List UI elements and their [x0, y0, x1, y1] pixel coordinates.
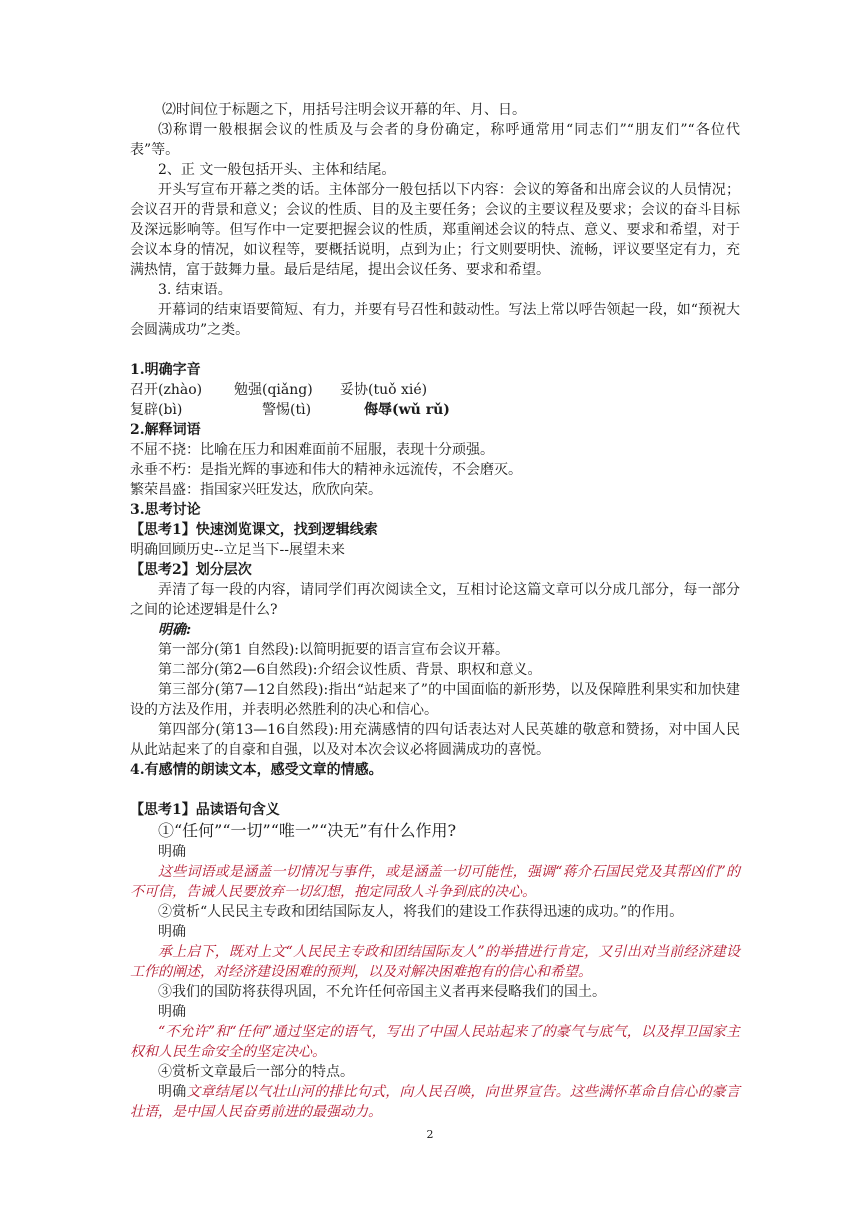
section-pronunciation-heading: 1.明确字音 — [130, 362, 201, 378]
analysis-answer-4-text: 文章结尾以气壮山河的排比句式，向人民召唤，向世界宣告。这些满怀革命自信心的豪言壮语，是中国人民奋勇前进的最强动力。 — [130, 1084, 741, 1120]
vocabulary-item: 不屈不挠：比喻在压力和困难面前不屈服，表现十分顽强。 — [130, 442, 494, 458]
structure-part-3: 第三部分(第7—12自然段):指出“站起来了”的中国面临的新形势，以及保障胜利果实和加快建设的方法及作用，并表明必然胜利的决心和信心。 — [130, 682, 740, 718]
section-discussion-heading: 3.思考讨论 — [130, 502, 201, 518]
clarify-label: 明确 — [158, 844, 186, 860]
analysis-question-4: ④赏析文章最后一部分的特点。 — [158, 1064, 354, 1080]
intro-salutation-paragraph: ⑶称谓一般根据会议的性质及与会者的身份确定，称呼通常用“同志们”“朋友们”“各位代表”等。 — [130, 122, 740, 158]
discussion-question-1: 【思考1】快速浏览课文，找到逻辑线索 — [130, 522, 378, 538]
pinyin-row-2 — [130, 400, 740, 420]
analysis-answer-1: 这些词语或是涵盖一切情况与事件，或是涵盖一切可能性，强调“蒋介石国民党及其帮凶们”的不可信，告诫人民要放弃一切幻想，抱定同敌人斗争到底的决心。 — [130, 864, 740, 900]
structure-part-2: 第二部分(第2—6自然段):介绍会议性质、背景、职权和意义。 — [158, 662, 542, 678]
page-content — [130, 100, 740, 1122]
page-number: 2 — [426, 1128, 434, 1141]
vocabulary-item: 永垂不朽：是指光辉的事迹和伟大的精神永远流传，不会磨灭。 — [130, 462, 522, 478]
pinyin-row-1 — [130, 380, 740, 400]
analysis-question-2: ②赏析“人民民主专政和团结国际友人，将我们的建设工作获得迅速的成功。”的作用。 — [158, 904, 684, 920]
intro-ending-heading: 3. 结束语。 — [158, 282, 232, 298]
intro-body-heading: 2、正 文一般包括开头、主体和结尾。 — [158, 162, 396, 178]
discussion-question-2: 【思考2】划分层次 — [130, 562, 252, 578]
pinyin-item: 召开(zhào) — [130, 382, 203, 398]
discussion-answer-1: 明确回顾历史--立足当下--展望未来 — [130, 542, 345, 558]
pinyin-item: 侮辱(wǔ rǔ) — [364, 402, 450, 418]
clarify-label: 明确 — [158, 1004, 186, 1020]
intro-time-paragraph: ⑵时间位于标题之下，用括号注明会议开幕的年、月、日。 — [162, 102, 526, 118]
section-reading-heading: 4.有感情的朗读文本，感受文章的情感。 — [130, 762, 383, 778]
structure-part-1: 第一部分(第1 自然段):以简明扼要的语言宣布会议开幕。 — [158, 642, 509, 658]
analysis-heading: 【思考1】品读语句含义 — [130, 802, 280, 818]
pinyin-item: 复辟(bì) — [130, 402, 183, 418]
intro-body-paragraph: 开头写宣布开幕之类的话。主体部分一般包括以下内容：会议的筹备和出席会议的人员情况；会议召开的背景和意义；会议的性质、目的及主要任务；会议的主要议程及要求；会议的奋斗目标及深远影响等。但写作中一定要把握会议的性质，郑重阐述会议的特点、意义、要求和希望，对于会议本身的情况，如议程等，要概括说明，点到为止；行文则要明快、流畅，评议要坚定有力，充满热情，富于鼓舞力量。最后是结尾，提出会议任务、要求和希望。 — [130, 182, 740, 278]
clarify-label: 明确: — [158, 622, 192, 638]
vocabulary-item: 繁荣昌盛：指国家兴旺发达，欣欣向荣。 — [130, 482, 382, 498]
analysis-question-1: ①“任何”“一切”“唯一”“决无”有什么作用? — [158, 821, 457, 840]
discussion-question-2-text: 弄清了每一段的内容，请同学们再次阅读全文，互相讨论这篇文章可以分成几部分，每一部分之间的论述逻辑是什么? — [130, 582, 740, 618]
clarify-label: 明确 — [158, 924, 186, 940]
pinyin-item: 妥协(tuǒ xié) — [340, 382, 428, 398]
pinyin-item: 勉强(qiǎng) — [234, 382, 313, 398]
clarify-label: 明确 — [158, 1084, 187, 1100]
intro-ending-paragraph: 开幕词的结束语要简短、有力，并要有号召性和鼓动性。写法上常以呼告领起一段，如“预祝大会圆满成功”之类。 — [130, 302, 740, 338]
analysis-question-3: ③我们的国防将获得巩固，不允许任何帝国主义者再来侵略我们的国土。 — [158, 984, 606, 1000]
section-vocabulary-heading: 2.解释词语 — [130, 422, 201, 438]
structure-part-4: 第四部分(第13—16自然段):用充满感情的四句话表达对人民英雄的敬意和赞扬，对中国人民从此站起来了的自豪和自强，以及对本次会议必将圆满成功的喜悦。 — [130, 722, 740, 758]
pinyin-item: 警惕(tì) — [262, 402, 312, 418]
analysis-answer-4 — [130, 1082, 740, 1122]
analysis-answer-3: “不允许”和“任何”通过坚定的语气，写出了中国人民站起来了的豪气与底气，以及捍卫国家主权和人民生命安全的坚定决心。 — [130, 1024, 740, 1060]
analysis-answer-2: 承上启下，既对上文“人民民主专政和团结国际友人”的举措进行肯定，又引出对当前经济建设工作的阐述，对经济建设困难的预判，以及对解决困难抱有的信心和希望。 — [130, 944, 740, 980]
